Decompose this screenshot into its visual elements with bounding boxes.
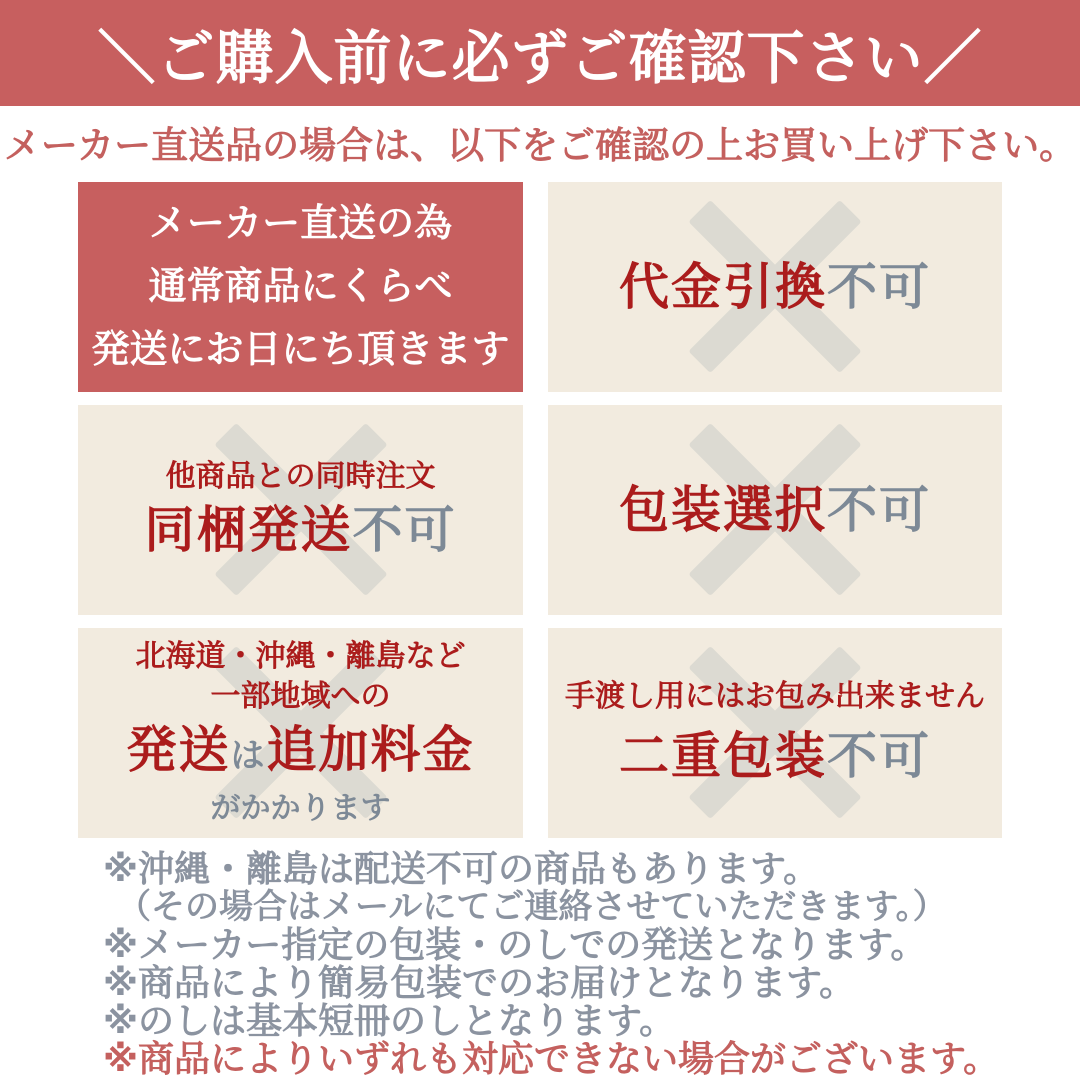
notice-box-cod (548, 182, 1002, 392)
bundled-shipping-note: 他商品との同時注文 (165, 460, 436, 493)
footnote-okinawa: ※沖縄・離島は配送不可の商品もあります。 (103, 848, 820, 889)
double-wrapping-main: 二重包装不可 (619, 728, 931, 784)
notice-box-extra-shipping-fee (78, 628, 523, 838)
wrapping-choice-label: 包装選択 (619, 482, 827, 538)
cod-not-allowed: 不可 (827, 259, 931, 315)
footnote-not-supported: ※商品によりいずれも対応できない場合がございます。 (103, 1038, 1000, 1079)
extra-fee-suffix: がかかります (210, 792, 391, 825)
regions-line-2: 一部地域への (210, 680, 391, 713)
banner-title: ＼ご購入前に必ずご確認下さい／ (97, 26, 983, 91)
footnotes (103, 850, 1080, 1078)
header-banner (0, 0, 1080, 106)
notice-box-maker-direct (78, 182, 523, 392)
notice-box-bundled-shipping (78, 405, 523, 615)
footnote-maker-wrapping: ※メーカー指定の包装・のしでの発送となります。 (103, 924, 927, 965)
maker-direct-line-2: 通常商品にくらべ (148, 265, 453, 308)
bundled-shipping-main: 同梱発送不可 (144, 502, 457, 558)
extra-fee-main: 発送は追加料金 (126, 722, 475, 778)
footnote-email-contact: （その場合はメールにてご連絡させていただきます。） (117, 888, 947, 926)
maker-direct-line-3: 発送にお日にち頂きます (91, 328, 510, 371)
notice-box-double-wrapping (548, 628, 1002, 838)
wrapping-choice-not-allowed: 不可 (827, 482, 931, 538)
subtitle: メーカー直送品の場合は、以下をご確認の上お買い上げ下さい。 (3, 125, 1077, 166)
cod-label: 代金引換 (619, 259, 827, 315)
notice-grid (78, 182, 1002, 838)
footnote-noshi: ※のしは基本短冊のしとなります。 (103, 1000, 676, 1041)
footnote-simple-wrapping: ※商品により簡易包装でのお届けとなります。 (103, 962, 856, 1003)
notice-box-wrapping-choice (548, 405, 1002, 615)
maker-direct-line-1: メーカー直送の為 (148, 202, 453, 245)
hand-delivery-note: 手渡し用にはお包み出来ません (565, 680, 985, 713)
regions-line-1: 北海道・沖縄・離島など (135, 640, 466, 673)
